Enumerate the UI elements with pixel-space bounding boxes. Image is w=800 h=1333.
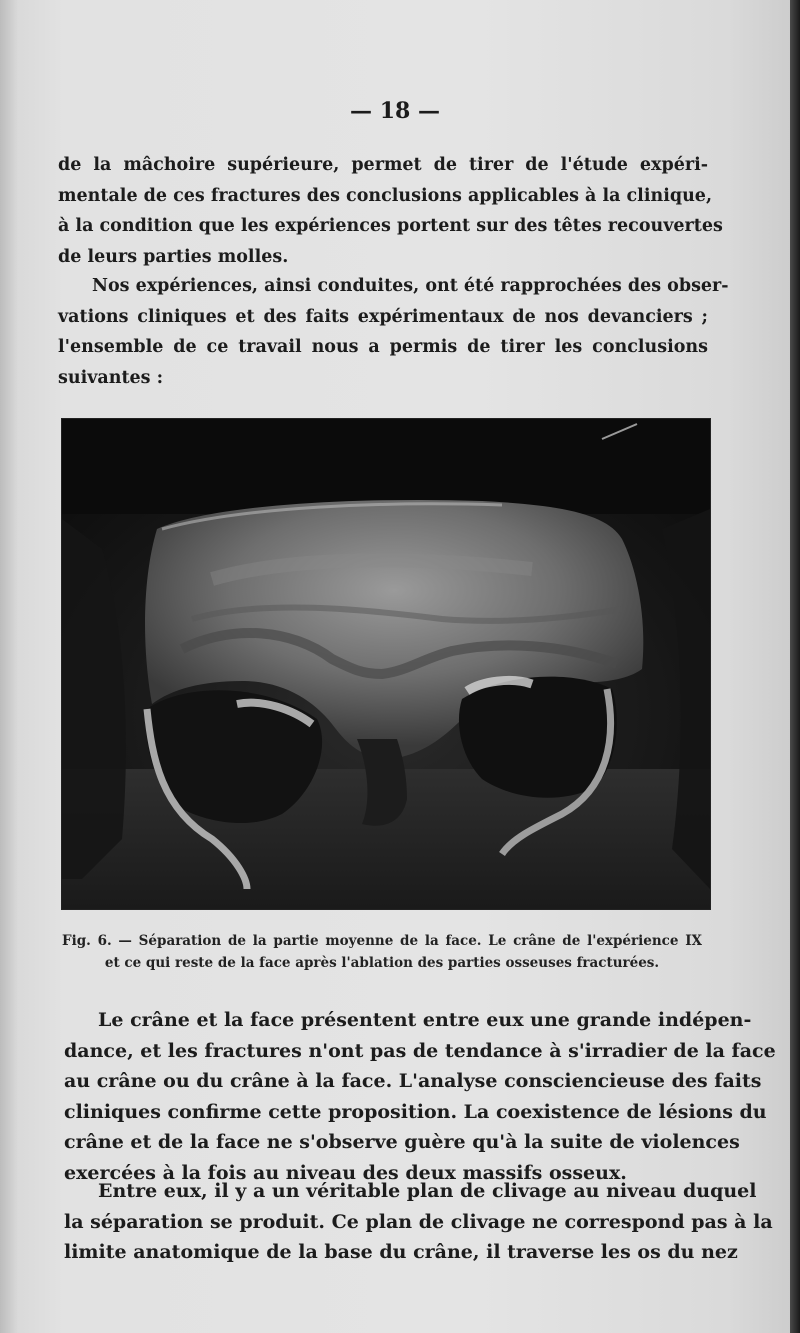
caption-line: et ce qui reste de la face après l'ablation des parties osseuses fracturées.	[104, 955, 660, 971]
text-line: crâne et de la face ne s'observe guère qu'à la suite de violences	[64, 1131, 740, 1154]
text-line: la séparation se produit. Ce plan de clivage ne correspond pas à la	[64, 1210, 773, 1233]
text-line: mentale de ces fractures des conclusions applicables à la clinique,	[58, 185, 713, 206]
figure-caption	[62, 930, 702, 974]
text-line: exercées à la fois au niveau des deux massifs osseux.	[64, 1161, 627, 1184]
text-line: limite anatomique de la base du crâne, il traverse les os du nez	[64, 1241, 738, 1264]
text-line: Le crâne et la face présentent entre eux une grande indépen-	[98, 1009, 752, 1031]
text-line: suivantes :	[58, 367, 164, 388]
paragraph-2	[58, 271, 729, 393]
text-line: dance, et les fractures n'ont pas de tendance à s'irradier de la face	[64, 1039, 776, 1062]
text-line: vations cliniques et des faits expérimentaux de nos devanciers ;	[58, 306, 708, 327]
caption-line: Fig. 6. — Séparation de la partie moyenne de la face. Le crâne de l'expérience IX	[62, 933, 702, 949]
book-edge	[790, 0, 800, 1333]
page-number: — 18 —	[350, 98, 440, 124]
page-gutter-shadow	[0, 0, 18, 1333]
text-line: Entre eux, il y a un véritable plan de clivage au niveau duquel	[98, 1180, 757, 1202]
paragraph-3	[64, 1005, 776, 1189]
figure-photograph	[61, 418, 711, 910]
text-line: à la condition que les expériences portent sur des têtes recouvertes	[58, 216, 723, 236]
skull-photograph	[62, 419, 710, 909]
text-line: Nos expériences, ainsi conduites, ont été rapprochées des obser-	[92, 276, 729, 296]
paragraph-1	[58, 150, 723, 272]
text-line: de la mâchoire supérieure, permet de tirer de l'étude expéri-	[58, 155, 708, 175]
text-line: cliniques confirme cette proposition. La coexistence de lésions du	[64, 1100, 767, 1123]
paragraph-4	[64, 1176, 773, 1268]
text-line: de leurs parties molles.	[58, 246, 289, 267]
text-line: l'ensemble de ce travail nous a permis de tirer les conclusions	[58, 337, 708, 357]
text-line: au crâne ou du crâne à la face. L'analyse consciencieuse des faits	[64, 1070, 762, 1093]
